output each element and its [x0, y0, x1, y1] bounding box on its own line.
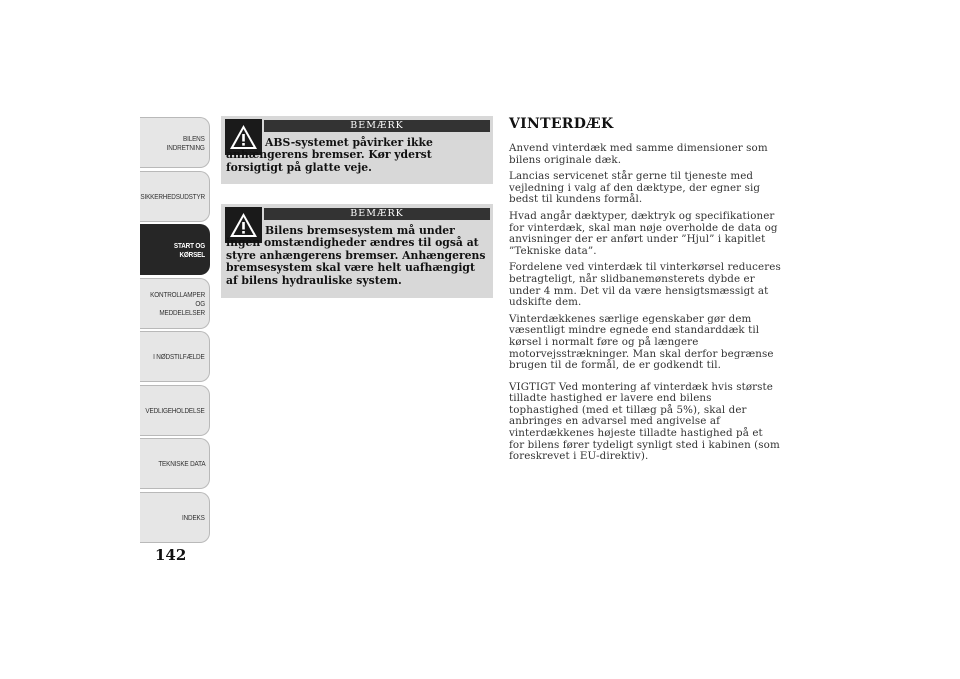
important-paragraph: VIGTIGT Ved montering af vinterdæk hvis største tilladte hastighed er lavere end bilens tophastighed (med et tillæg på 5%), skal der anbringes en advarsel med angivelse af vinterdækkenes højeste tilladte hastighed på et for bilens fører tydeligt synligt sted i kabinen (som foreskrevet i EU-direktiv). — [509, 380, 780, 463]
paragraph: Anvend vinterdæk med samme dimensioner som bilens originale dæk. — [509, 142, 768, 166]
tab-tekniske-data[interactable]: TEKNISKE DATA — [140, 438, 210, 489]
tab-bilens-indretning[interactable]: BILENS INDRETNING — [140, 117, 210, 168]
tab-i-nodstilfaelde[interactable]: I NØDSTILFÆLDE — [140, 331, 210, 382]
section-title: VINTERDÆK — [509, 116, 614, 132]
note-box-brake-system — [221, 204, 493, 298]
note-text: ABS-systemet påvirker ikke anhængerens bremser. Kør yderst forsigtigt på glatte veje. — [226, 136, 433, 174]
page-number: 142 — [155, 546, 187, 564]
note-box-abs — [221, 116, 493, 184]
paragraph: Lancias servicenet står gerne til tjeneste med vejledning i valg af den dæktype, der egner sig bedst til kundens formål. — [509, 170, 761, 206]
tab-start-og-korsel[interactable]: START OG KØRSEL — [140, 224, 210, 275]
tab-kontrollamper[interactable]: KONTROLLAMPER OG MEDDELELSER — [140, 278, 210, 329]
paragraph: Vinterdækkenes særlige egenskaber gør dem væsentligt mindre egnede end standarddæk til kørsel i normalt føre og på længere motorvejsstrækninger. Man skal derfor begrænse brugen til de formål, de er godkendt til. — [509, 312, 774, 372]
note-heading: BEMÆRK — [264, 120, 490, 132]
paragraph: Fordelene ved vinterdæk til vinterkørsel reduceres betragteligt, når slidbanemønsterets dybde er under 4 mm. Det vil da være hensigtsmæssigt at udskifte dem. — [509, 261, 781, 309]
tab-sikkerhedsudstyr[interactable]: SIKKERHEDSUDSTYR — [140, 171, 210, 222]
note-heading: BEMÆRK — [264, 208, 490, 220]
paragraph: Hvad angår dæktyper, dæktryk og specifikationer for vinterdæk, skal man nøje overholde de data og anvisninger der er anført under ”Hjul” i kapitlet ”Tekniske data”. — [509, 209, 778, 257]
tab-vedligeholdelse[interactable]: VEDLIGEHOLDELSE — [140, 385, 210, 436]
tab-indeks[interactable]: INDEKS — [140, 492, 210, 543]
section-body — [509, 143, 781, 468]
note-text: Bilens bremsesystem må under ingen omstændigheder ændres til også at styre anhængerens bremser. Anhængerens bremsesystem skal være helt uafhængigt af bilens hydrauliske system. — [226, 224, 486, 287]
